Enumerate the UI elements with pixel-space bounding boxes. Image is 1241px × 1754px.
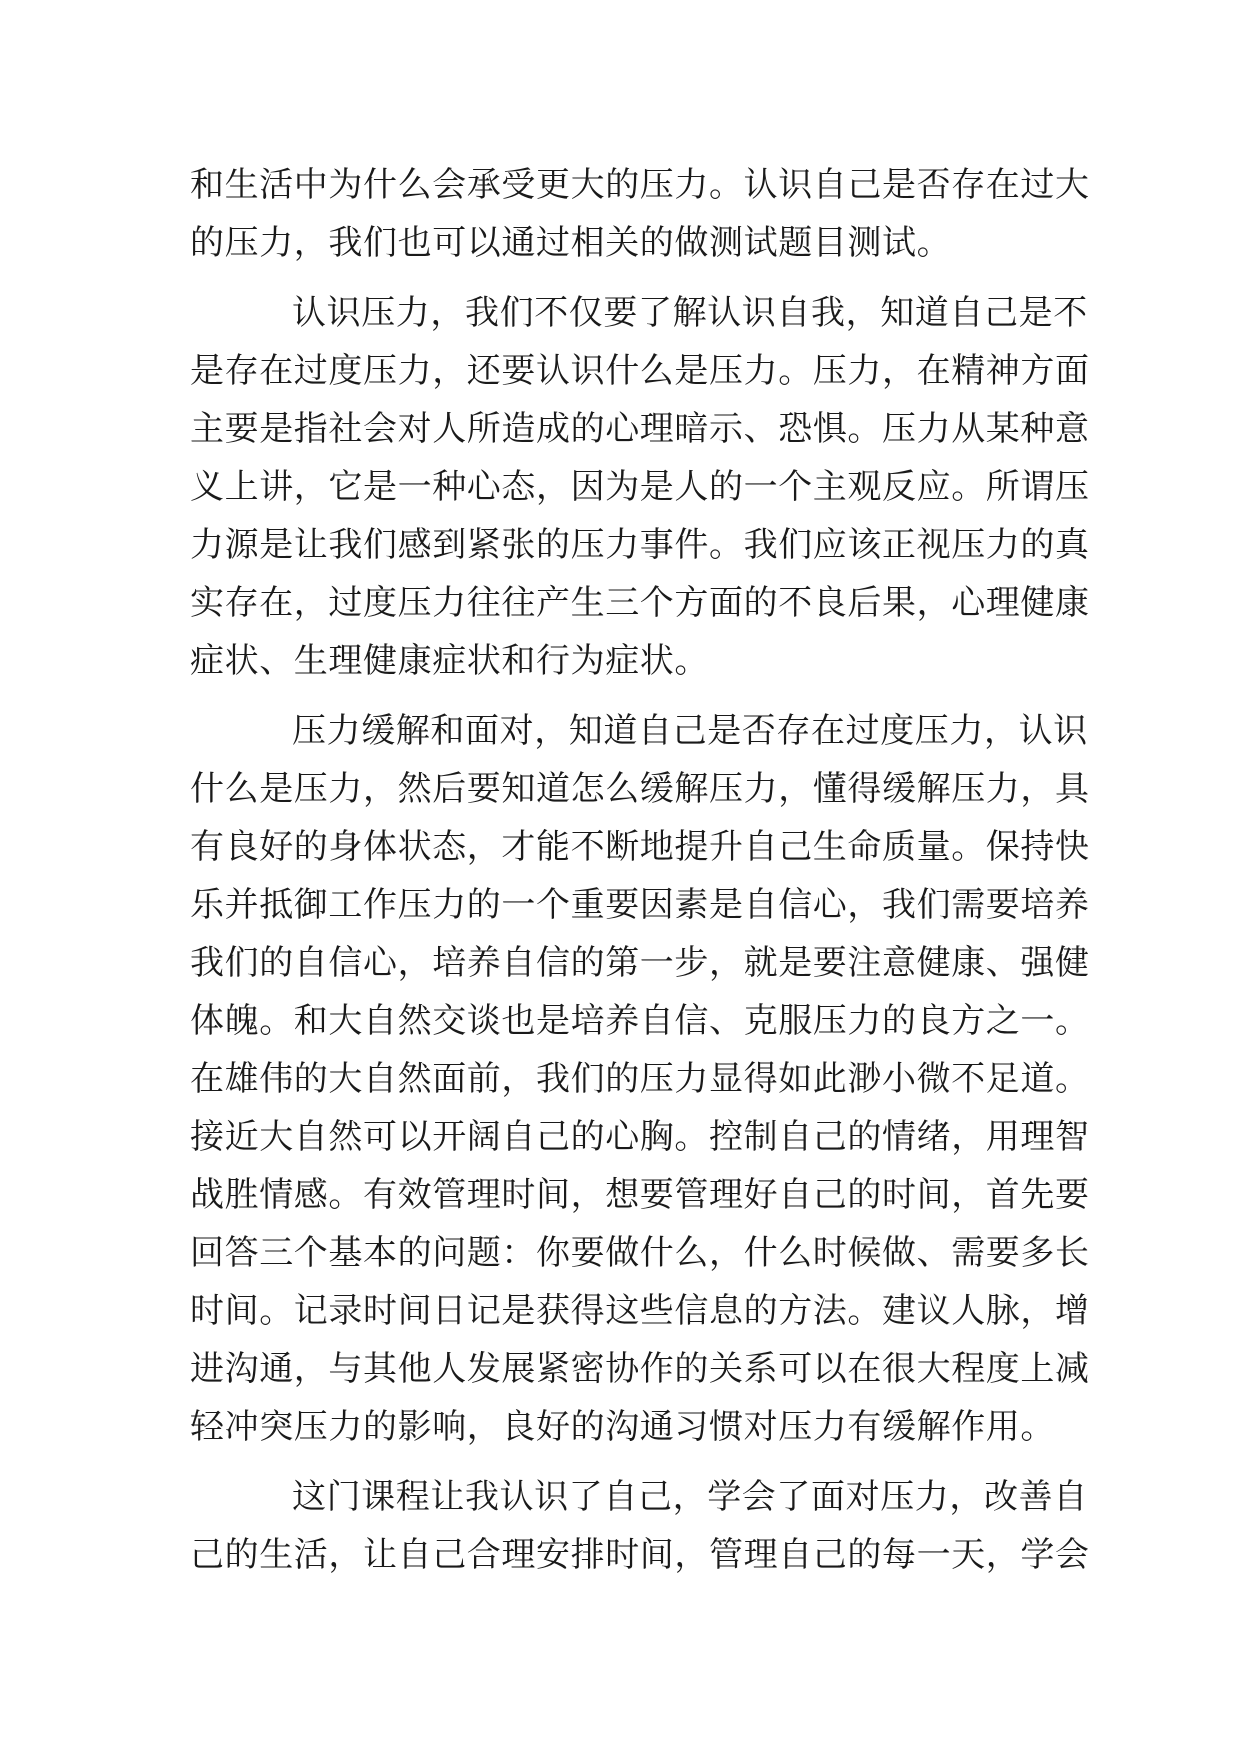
text-line: 在雄伟的大自然面前，我们的压力显得如此渺小微不足道。 — [190, 1059, 1090, 1099]
paragraph-gap — [190, 1456, 1054, 1468]
paragraph-1 — [190, 156, 1090, 272]
text-line: 是存在过度压力，还要认识什么是压力。压力，在精神方面 — [190, 351, 1090, 391]
text-line: 主要是指社会对人所造成的心理暗示、恐惧。压力从某种意 — [190, 409, 1090, 449]
document-body — [190, 156, 1090, 1584]
paragraph-gap — [190, 690, 1054, 702]
text-line: 力源是让我们感到紧张的压力事件。我们应该正视压力的真 — [190, 525, 1090, 565]
text-line-indented: 压力缓解和面对，知道自己是否存在过度压力，认识 — [292, 711, 1088, 751]
text-line: 时间。记录时间日记是获得这些信息的方法。建议人脉，增 — [190, 1291, 1090, 1331]
text-line-indented: 认识压力，我们不仅要了解认识自我，知道自己是不 — [292, 293, 1088, 333]
text-line: 有良好的身体状态，才能不断地提升自己生命质量。保持快 — [190, 827, 1090, 867]
paragraph-4 — [190, 1468, 1090, 1584]
paragraph-gap — [190, 272, 1054, 284]
text-line: 义上讲，它是一种心态，因为是人的一个主观反应。所谓压 — [190, 467, 1090, 507]
text-line: 和生活中为什么会承受更大的压力。认识自己是否存在过大 — [190, 165, 1090, 205]
text-line: 进沟通，与其他人发展紧密协作的关系可以在很大程度上减 — [190, 1349, 1090, 1389]
text-line: 回答三个基本的问题：你要做什么，什么时候做、需要多长 — [190, 1233, 1090, 1273]
text-line: 接近大自然可以开阔自己的心胸。控制自己的情绪，用理智 — [190, 1117, 1090, 1157]
text-line: 什么是压力，然后要知道怎么缓解压力，懂得缓解压力，具 — [190, 769, 1090, 809]
text-line: 战胜情感。有效管理时间，想要管理好自己的时间，首先要 — [190, 1175, 1090, 1215]
text-line: 乐并抵御工作压力的一个重要因素是自信心，我们需要培养 — [190, 885, 1090, 925]
text-line: 我们的自信心，培养自信的第一步，就是要注意健康、强健 — [190, 943, 1090, 983]
text-line-indented: 这门课程让我认识了自己，学会了面对压力，改善自 — [292, 1477, 1088, 1517]
paragraph-2 — [190, 284, 1090, 690]
text-line: 体魄。和大自然交谈也是培养自信、克服压力的良方之一。 — [190, 1001, 1090, 1041]
paragraph-3 — [190, 702, 1090, 1456]
text-line: 的压力，我们也可以通过相关的做测试题目测试。 — [190, 223, 952, 263]
text-line: 轻冲突压力的影响，良好的沟通习惯对压力有缓解作用。 — [190, 1407, 1055, 1447]
text-line: 己的生活，让自己合理安排时间，管理自己的每一天，学会 — [190, 1535, 1090, 1575]
text-line: 症状、生理健康症状和行为症状。 — [190, 641, 709, 681]
text-line: 实存在，过度压力往往产生三个方面的不良后果，心理健康 — [190, 583, 1090, 623]
